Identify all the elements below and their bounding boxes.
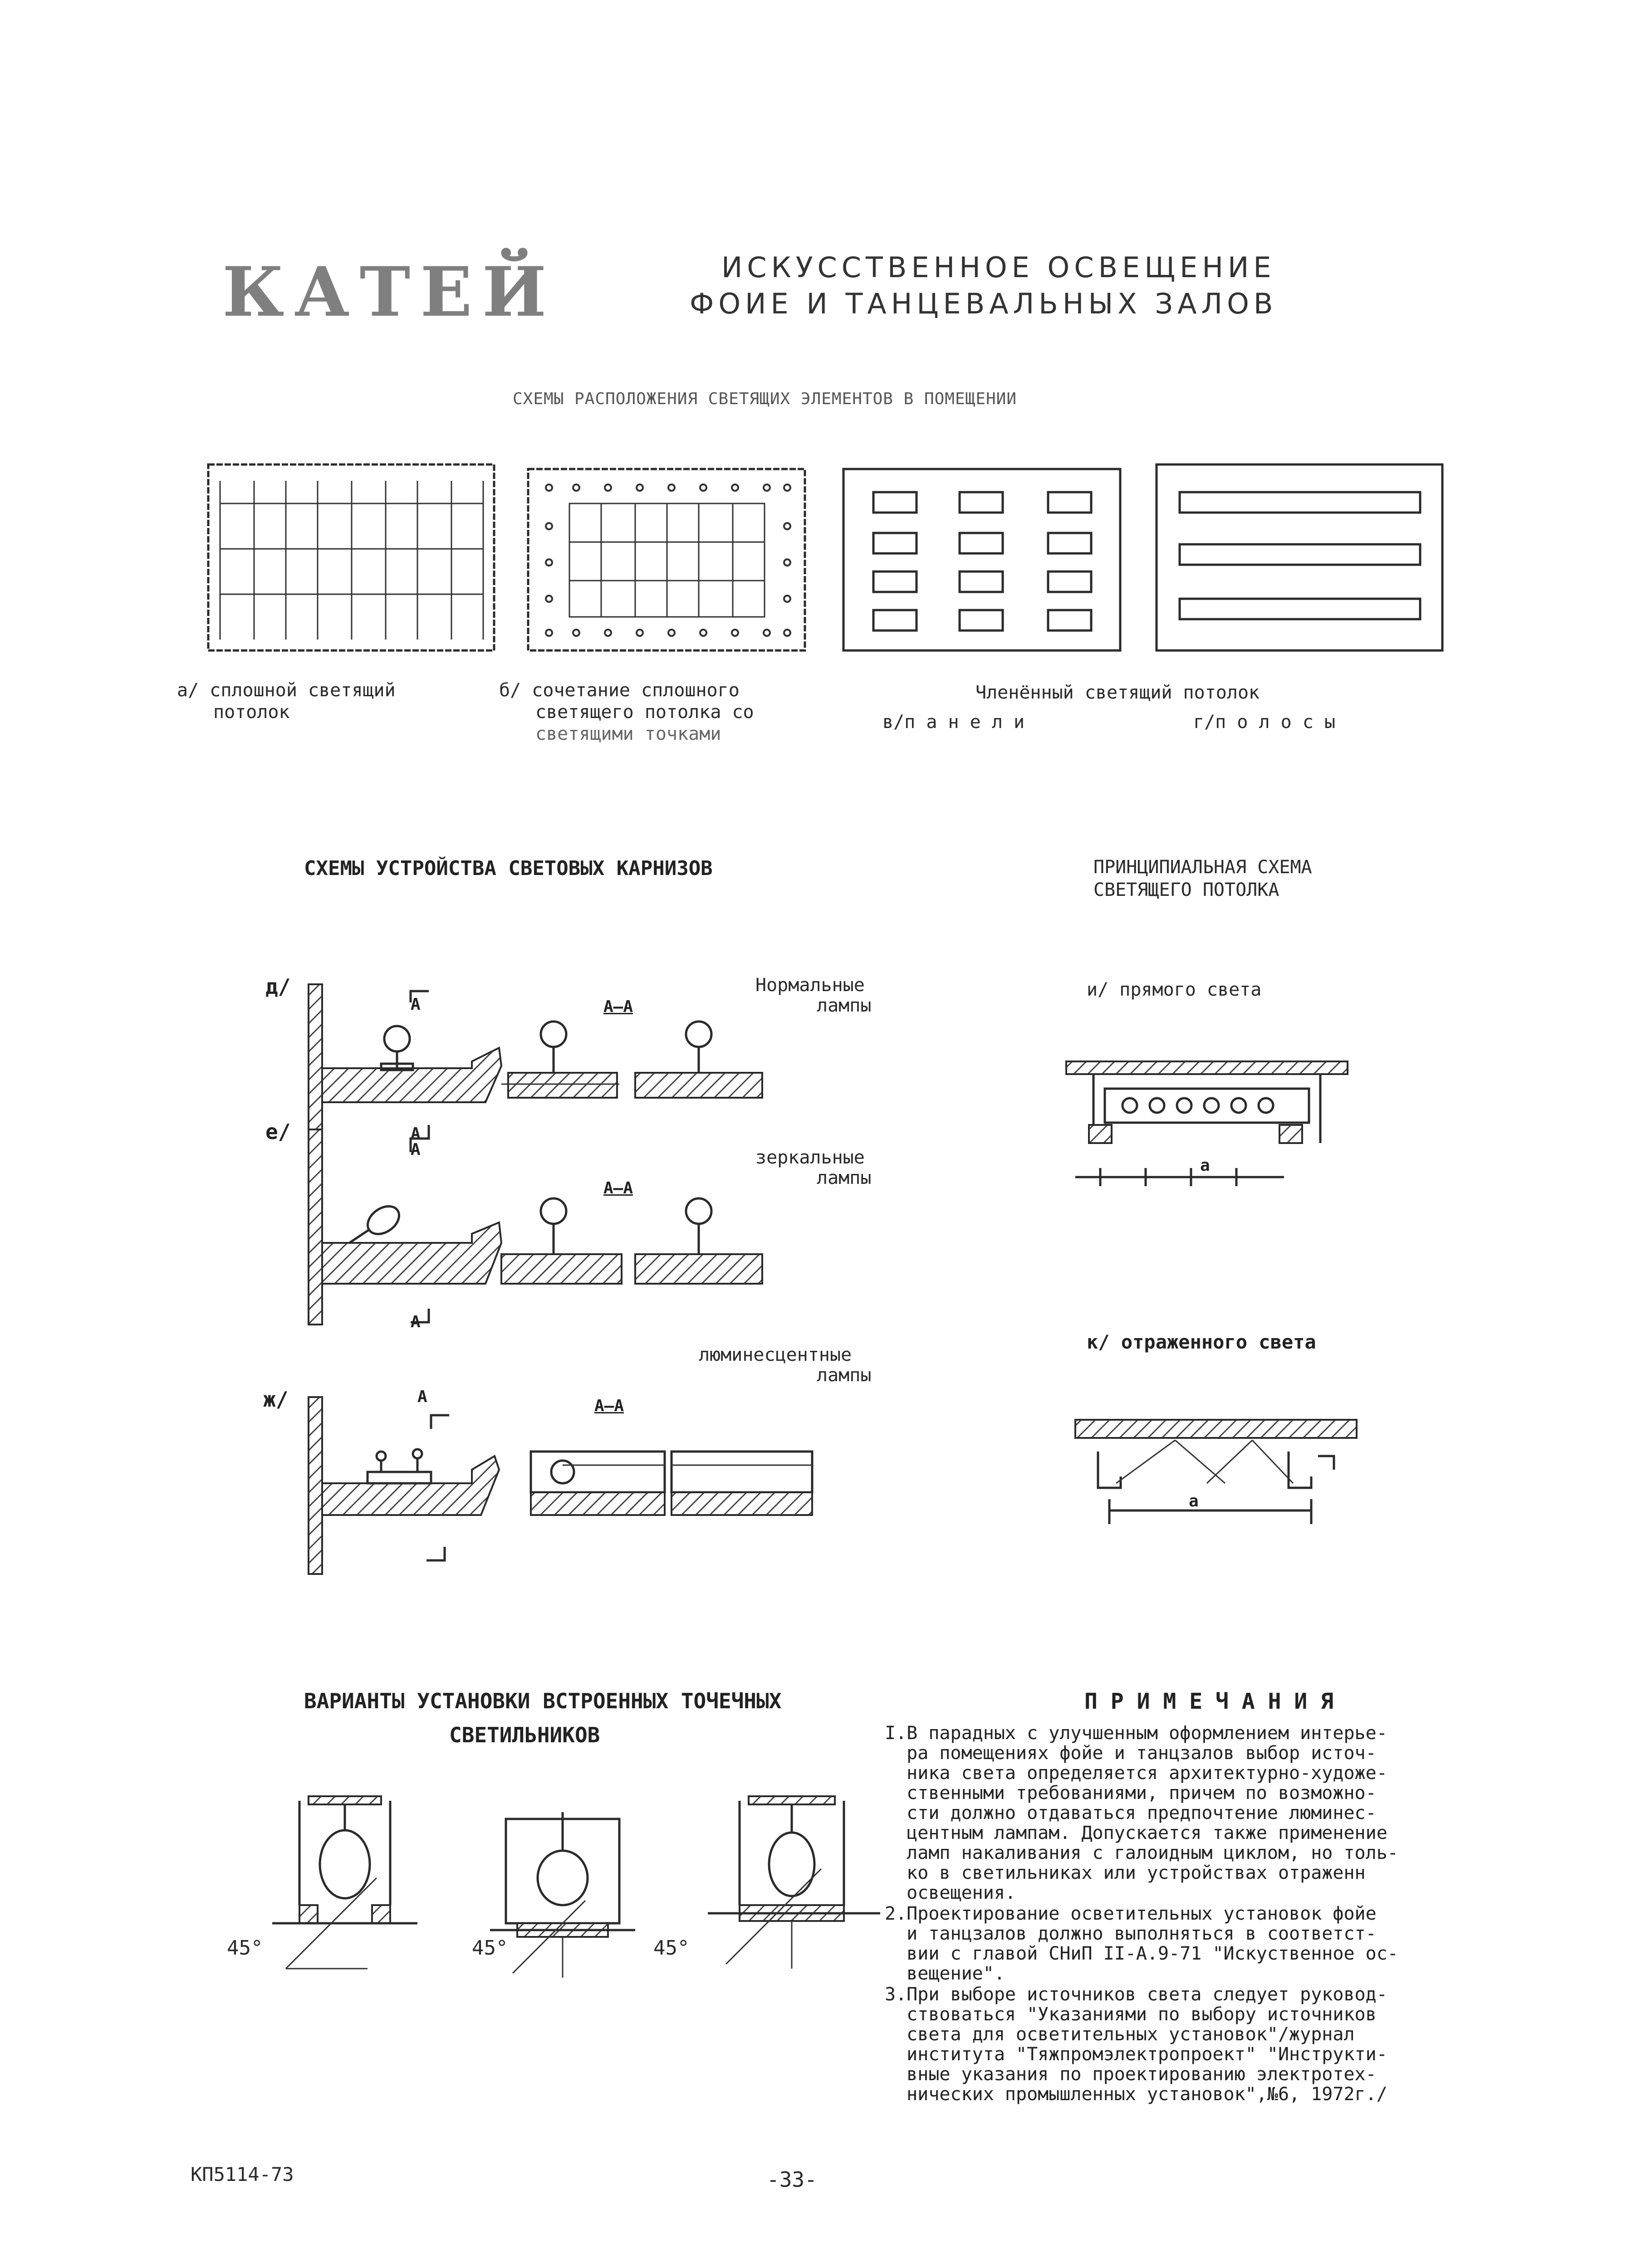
section-mark-e-bottom: А	[411, 1313, 421, 1331]
page-title-line1: ИСКУССТВЕННОЕ ОСВЕЩЕНИЕ	[721, 251, 1276, 284]
notes-line: ко в светильниках или устройствах отраженн	[885, 1862, 1366, 1883]
section2-heading: СХЕМЫ УСТРОЙСТВА СВЕТОВЫХ КАРНИЗОВ	[304, 857, 713, 880]
notes-line: ника света определяется архитектурно-художе-	[885, 1763, 1387, 1784]
sub-k-reflected-light: к/ отраженного света	[1087, 1331, 1316, 1353]
notes-line: института "Тяжпромэлектропроект" "Инструкти-	[885, 2044, 1387, 2065]
lamp-zh-line2: лампы	[817, 1365, 872, 1386]
notes-line: 3.При выборе источников света следует руковод-	[885, 1984, 1387, 2005]
caption-b-line3: светящими точками	[535, 723, 721, 744]
diagram-k-reflected-light	[1071, 1415, 1361, 1565]
notes-line: ламп накаливания с галоидным циклом, но толь-	[885, 1843, 1398, 1863]
diagram-a-solid-ceiling	[206, 463, 497, 653]
cornice-e-diagram	[299, 1120, 799, 1334]
lamp-e-line2: лампы	[817, 1168, 872, 1188]
diagram-b-ceiling-with-points	[526, 467, 808, 653]
lamp-e-line1: зеркальные	[755, 1147, 865, 1168]
notes-line: вещение".	[885, 1963, 1005, 1984]
section-mark-e-top: А	[411, 1140, 421, 1159]
notes-line: освещения.	[885, 1882, 1016, 1903]
diagram-g-strips	[1155, 463, 1445, 653]
lamp-d-line2: лампы	[817, 995, 872, 1016]
caption-c-main: Членённый светящий потолок	[975, 682, 1260, 703]
angle-45-variant-1: 45°	[227, 1936, 263, 1960]
notes-heading: П Р И М Е Ч А Н И Я	[1084, 1689, 1334, 1714]
notes-line: центным лампам. Допускается также применение	[885, 1823, 1387, 1843]
notes-line: ствоваться "Указаниями по выбору источников	[885, 2004, 1377, 2025]
notes-line: I.В парадных с улучшенным оформлением интерье-	[885, 1723, 1387, 1744]
notes-line: нических промышленных установок",№6, 1972г./	[885, 2084, 1387, 2105]
caption-a-line1: а/ сплошной светящий	[177, 680, 396, 701]
section4-heading-line2: СВЕТИЛЬНИКОВ	[449, 1723, 600, 1747]
spotlight-variant-1	[254, 1792, 436, 1982]
caption-b-line1: б/ сочетание сплошного	[499, 680, 740, 701]
diagram-i-direct-light	[1062, 1057, 1352, 1220]
label-d: д/	[265, 974, 291, 999]
section-mark-d-bottom: А	[411, 1124, 421, 1143]
dim-a-reflected: а	[1189, 1492, 1199, 1510]
section4-heading-line1: ВАРИАНТЫ УСТАНОВКИ ВСТРОЕННЫХ ТОЧЕЧНЫХ	[304, 1689, 782, 1713]
caption-b-line2: светящего потолка со	[535, 702, 754, 723]
section-mark-d-top: А	[411, 995, 421, 1014]
logo: КАТЕЙ	[222, 252, 557, 332]
section-aa-zh: А–А	[594, 1397, 624, 1415]
angle-45-variant-2: 45°	[472, 1936, 508, 1960]
label-zh: ж/	[263, 1387, 289, 1412]
dim-a-direct: а	[1200, 1156, 1210, 1175]
sub-i-direct-light: и/ прямого света	[1087, 979, 1262, 1000]
diagram-v-panels	[842, 467, 1123, 653]
angle-45-variant-3: 45°	[653, 1936, 690, 1960]
notes-line: сти должно отдаваться предпочтение люминес-	[885, 1803, 1377, 1823]
caption-v-panels: в/п а н е л и	[882, 712, 1025, 733]
notes-line: ра помещениях фойе и танцзалов выбор источ-	[885, 1743, 1377, 1764]
section-mark-zh-top: А	[417, 1388, 427, 1406]
notes-line: и танцзалов должно выполняться в соответст-	[885, 1923, 1377, 1944]
lamp-zh-line1: люминесцентные	[699, 1344, 852, 1365]
notes-line: ственными требованиями, причем по возможно-	[885, 1783, 1377, 1804]
notes-line: вии с главой СНиП II-А.9-71 "Искуственное ос-	[885, 1943, 1398, 1964]
notes-line: 2.Проектирование осветительных установок фойе	[885, 1903, 1377, 1924]
notes-line: света для осветительных установок"/журнал	[885, 2024, 1355, 2045]
page-number: -33-	[767, 2167, 817, 2192]
notes-line: вные указания по проектированию электротех-	[885, 2064, 1377, 2085]
caption-a-line2: потолок	[213, 702, 290, 723]
section1-heading: СХЕМЫ РАСПОЛОЖЕНИЯ СВЕТЯЩИХ ЭЛЕМЕНТОВ В ПОМЕЩЕНИИ	[513, 390, 1017, 408]
section-aa-e: А–А	[603, 1179, 633, 1198]
page-title-line2: ФОИЕ И ТАНЦЕВАЛЬНЫХ ЗАЛОВ	[690, 287, 1278, 320]
cornice-zh-diagram	[299, 1388, 844, 1579]
document-code: КП5114-73	[191, 2163, 294, 2185]
section3-heading-line2: СВЕТЯЩЕГО ПОТОЛКА	[1093, 880, 1279, 900]
spotlight-variant-3	[708, 1792, 889, 1982]
label-e: е/	[265, 1119, 291, 1144]
caption-g-strips: г/п о л о с ы	[1193, 712, 1336, 733]
section-aa-d: А–А	[603, 997, 633, 1016]
section3-heading-line1: ПРИНЦИПИАЛЬНАЯ СХЕМА	[1093, 857, 1312, 878]
lamp-d-line1: Нормальные	[755, 975, 865, 996]
